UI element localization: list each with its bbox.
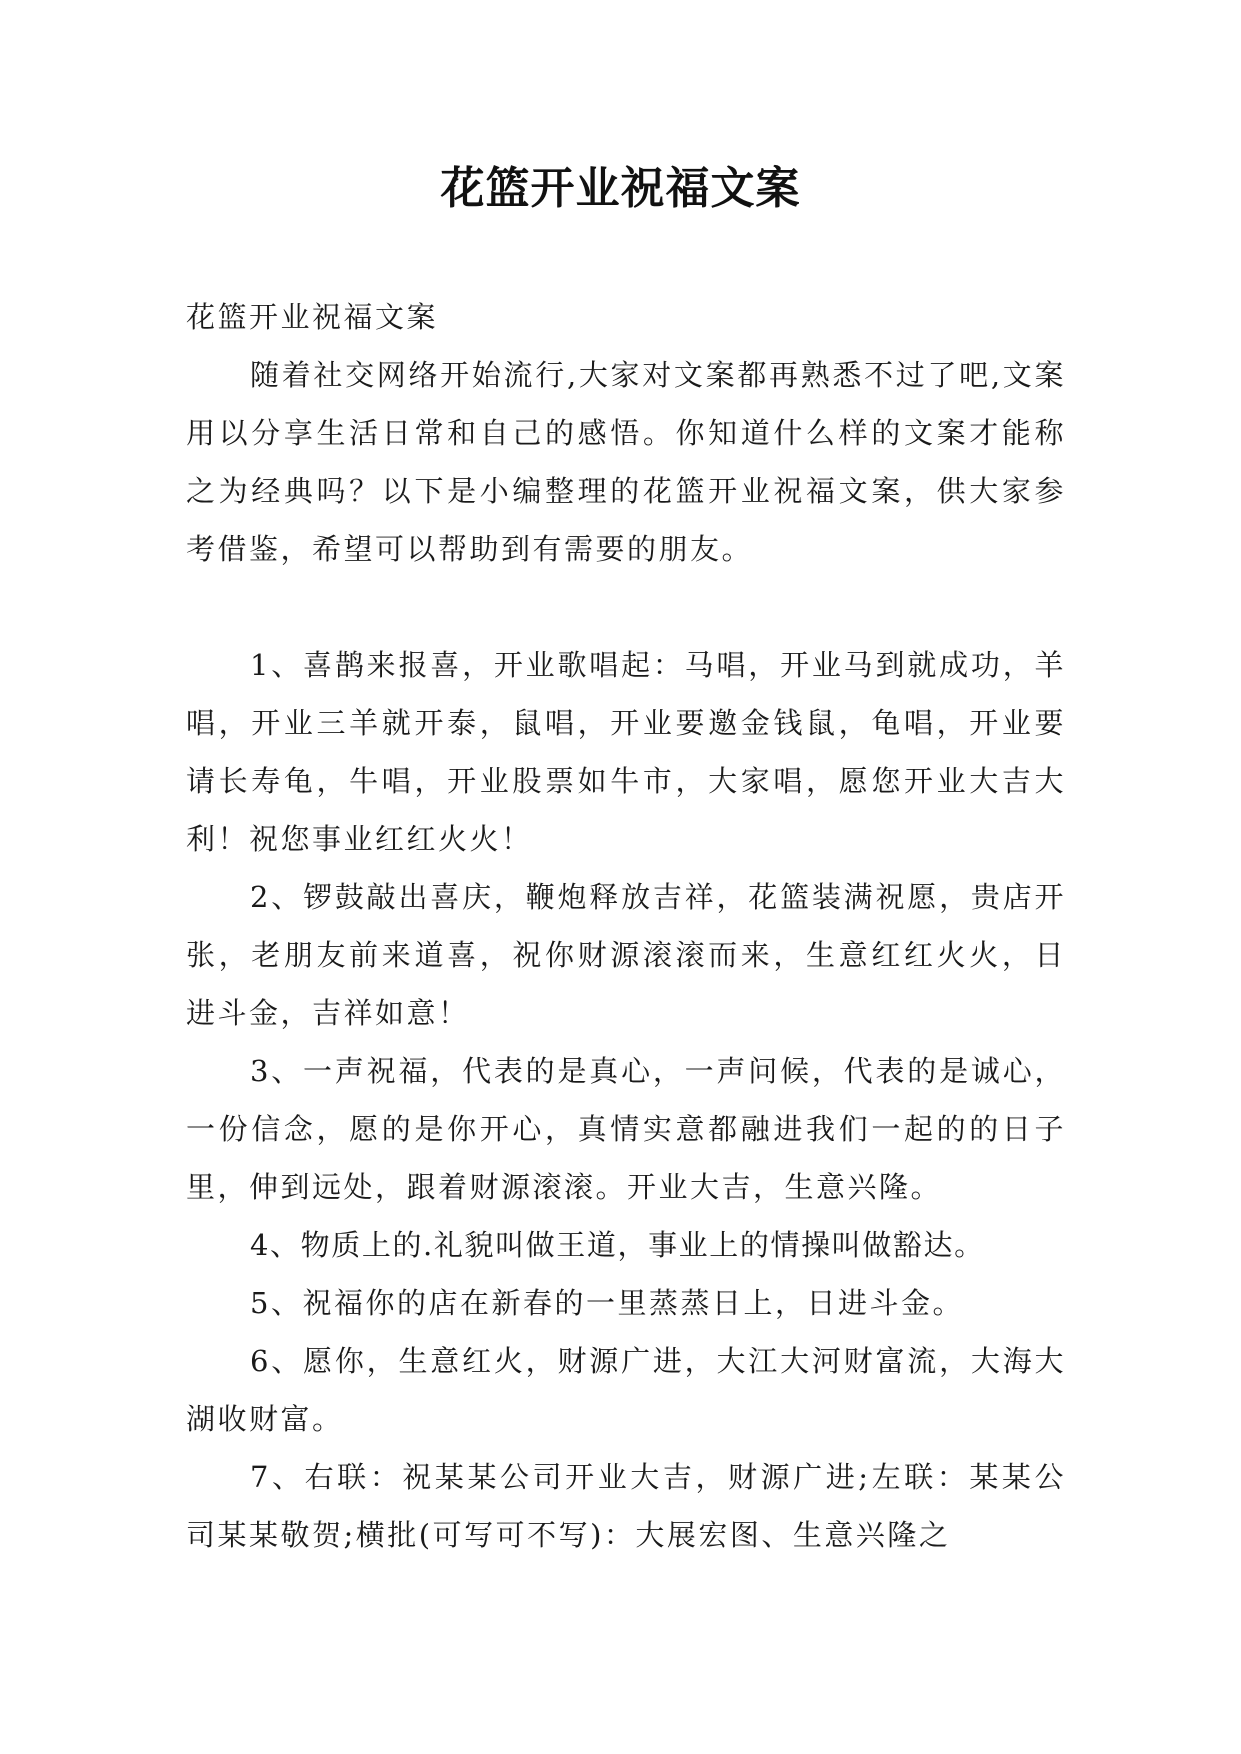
document-title: 花篮开业祝福文案 <box>440 163 801 214</box>
wish-item-7: 7、右联：祝某某公司开业大吉，财源广进;左联：某某公司某某敬贺;横批(可写可不写)：大展宏图、生意兴隆之 <box>186 1460 1066 1552</box>
paragraph-spacer <box>186 578 1066 636</box>
wish-item-2: 2、锣鼓敲出喜庆，鞭炮释放吉祥，花篮装满祝愿，贵店开张，老朋友前来道喜，祝你财源滚滚而来，生意红红火火，日进斗金，吉祥如意！ <box>186 880 1066 1030</box>
wish-item-5: 5、祝福你的店在新春的一里蒸蒸日上，日进斗金。 <box>250 1286 964 1320</box>
intro-paragraph: 随着社交网络开始流行,大家对文案都再熟悉不过了吧,文案用以分享生活日常和自己的感悟。你知道什么样的文案才能称之为经典吗？以下是小编整理的花篮开业祝福文案，供大家参考借鉴，希望可以帮助到有需要的朋友。 <box>186 358 1066 566</box>
wish-item-1: 1、喜鹊来报喜，开业歌唱起：马唱，开业马到就成功，羊唱，开业三羊就开泰，鼠唱，开业要邀金钱鼠，龟唱，开业要请长寿龟，牛唱，开业股票如牛市，大家唱，愿您开业大吉大利！祝您事业红红火火！ <box>186 648 1066 856</box>
wish-item-3: 3、一声祝福，代表的是真心，一声问候，代表的是诚心，一份信念，愿的是你开心，真情实意都融进我们一起的的日子里，伸到远处，跟着财源滚滚。开业大吉，生意兴隆。 <box>186 1054 1066 1204</box>
wish-item-4: 4、物质上的.礼貌叫做王道，事业上的情操叫做豁达。 <box>250 1228 985 1262</box>
document-subtitle: 花篮开业祝福文案 <box>186 300 439 334</box>
document-body <box>186 288 1066 1564</box>
wish-item-6: 6、愿你，生意红火，财源广进，大江大河财富流，大海大湖收财富。 <box>186 1344 1066 1436</box>
